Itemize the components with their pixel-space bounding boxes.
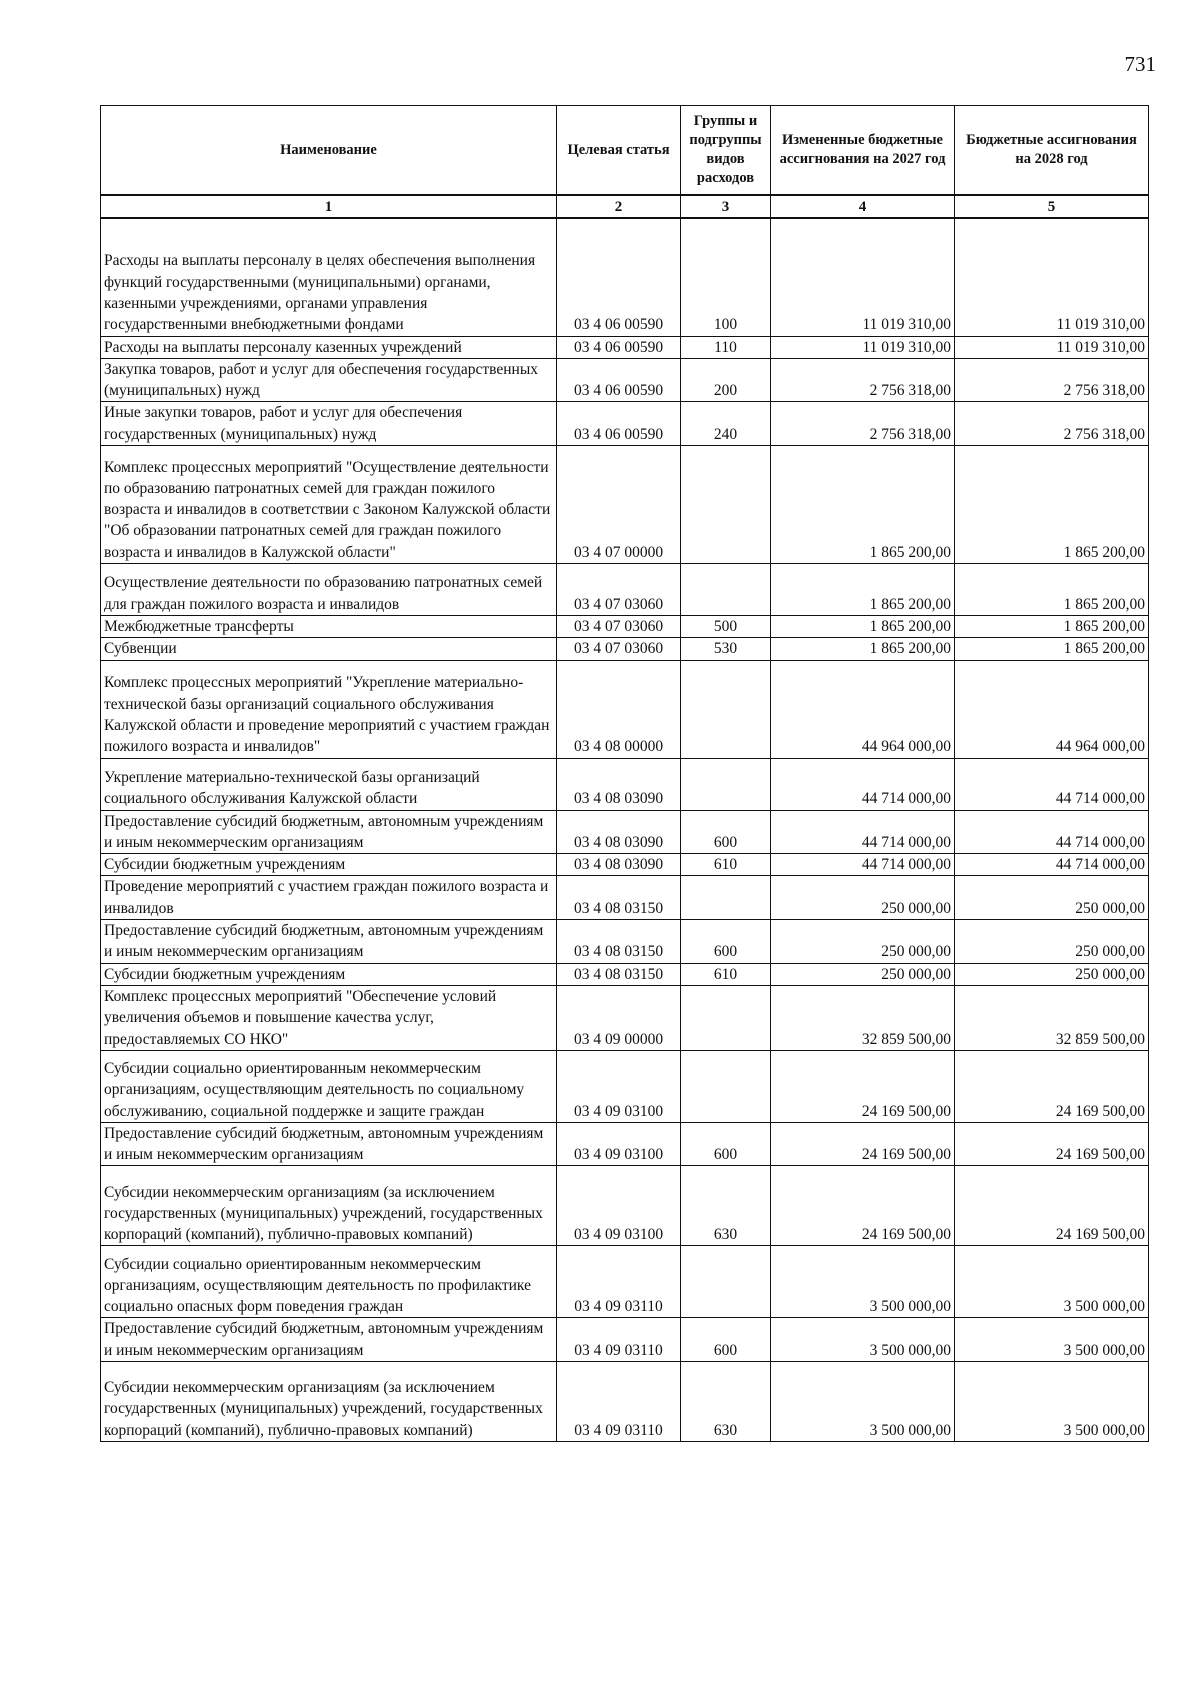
header-name: Наименование: [101, 106, 557, 196]
table-body: [101, 218, 1149, 1442]
row-amount-2028: 250 000,00: [955, 963, 1149, 985]
row-amount-2028: 250 000,00: [955, 876, 1149, 920]
table-row: [101, 1318, 1149, 1362]
row-name: Межбюджетные трансферты: [101, 615, 557, 637]
page-number: 731: [1124, 52, 1156, 76]
row-expense-group: 110: [681, 336, 771, 358]
row-amount-2028: 2 756 318,00: [955, 402, 1149, 446]
table-row: [101, 920, 1149, 964]
table-row: [101, 854, 1149, 876]
header-code: Целевая статья: [557, 106, 681, 196]
column-number: 2: [557, 195, 681, 218]
row-target-code: 03 4 09 03100: [557, 1166, 681, 1246]
row-amount-2027: 44 714 000,00: [771, 758, 955, 810]
table-row: [101, 876, 1149, 920]
header-amount-2028: Бюджетные ассигнования на 2028 год: [955, 106, 1149, 196]
row-amount-2027: 24 169 500,00: [771, 1122, 955, 1166]
table-row: [101, 638, 1149, 660]
row-amount-2027: 44 714 000,00: [771, 854, 955, 876]
row-expense-group: [681, 985, 771, 1050]
row-name: Комплекс процессных мероприятий "Укрепление материально-технической базы организаций социального обслуживания Калужской области и проведение мероприятий с участием граждан пожилого возраста и инвалидов": [101, 660, 557, 758]
table-row: [101, 985, 1149, 1050]
row-expense-group: 610: [681, 963, 771, 985]
header-row: [101, 106, 1149, 196]
row-amount-2027: 44 714 000,00: [771, 810, 955, 854]
row-name: Комплекс процессных мероприятий "Осуществление деятельности по образованию патронатных семей для граждан пожилого возраста и инвалидов в соответствии с Законом Калужской области "Об образовании патронатных семей для граждан пожилого возраста и инвалидов в Калужской области": [101, 445, 557, 563]
row-amount-2027: 1 865 200,00: [771, 445, 955, 563]
row-amount-2028: 11 019 310,00: [955, 336, 1149, 358]
row-amount-2027: 1 865 200,00: [771, 563, 955, 615]
row-name: Осуществление деятельности по образованию патронатных семей для граждан пожилого возраста и инвалидов: [101, 563, 557, 615]
table-row: [101, 218, 1149, 336]
row-target-code: 03 4 08 03150: [557, 876, 681, 920]
row-amount-2027: 32 859 500,00: [771, 985, 955, 1050]
table-row: [101, 963, 1149, 985]
row-name: Субсидии социально ориентированным некоммерческим организациям, осуществляющим деятельность по социальному обслуживанию, социальной поддержке и защите граждан: [101, 1050, 557, 1122]
row-name: Субвенции: [101, 638, 557, 660]
row-amount-2028: 24 169 500,00: [955, 1166, 1149, 1246]
column-number: 1: [101, 195, 557, 218]
table-row: [101, 402, 1149, 446]
row-expense-group: [681, 660, 771, 758]
table-row: [101, 1166, 1149, 1246]
row-name: Проведение мероприятий с участием граждан пожилого возраста и инвалидов: [101, 876, 557, 920]
row-amount-2027: 11 019 310,00: [771, 336, 955, 358]
row-name: Предоставление субсидий бюджетным, автономным учреждениям и иным некоммерческим организациям: [101, 1122, 557, 1166]
row-target-code: 03 4 09 03110: [557, 1362, 681, 1442]
row-amount-2028: 24 169 500,00: [955, 1122, 1149, 1166]
row-target-code: 03 4 07 03060: [557, 563, 681, 615]
row-amount-2028: 1 865 200,00: [955, 638, 1149, 660]
row-amount-2027: 2 756 318,00: [771, 358, 955, 402]
column-number: 4: [771, 195, 955, 218]
row-amount-2028: 3 500 000,00: [955, 1246, 1149, 1318]
table-row: [101, 810, 1149, 854]
row-expense-group: 630: [681, 1166, 771, 1246]
row-target-code: 03 4 08 03150: [557, 920, 681, 964]
row-target-code: 03 4 09 03100: [557, 1050, 681, 1122]
table-row: [101, 336, 1149, 358]
row-expense-group: 600: [681, 810, 771, 854]
row-target-code: 03 4 06 00590: [557, 402, 681, 446]
column-number: 3: [681, 195, 771, 218]
row-amount-2028: 1 865 200,00: [955, 615, 1149, 637]
header-group: Группы и подгруппы видов расходов: [681, 106, 771, 196]
row-name: Укрепление материально-технической базы организаций социального обслуживания Калужской области: [101, 758, 557, 810]
column-number: 5: [955, 195, 1149, 218]
row-amount-2027: 11 019 310,00: [771, 218, 955, 336]
row-amount-2027: 250 000,00: [771, 963, 955, 985]
row-expense-group: 100: [681, 218, 771, 336]
table-row: [101, 445, 1149, 563]
row-target-code: 03 4 07 03060: [557, 615, 681, 637]
row-amount-2027: 250 000,00: [771, 876, 955, 920]
row-expense-group: 600: [681, 1122, 771, 1166]
row-amount-2028: 32 859 500,00: [955, 985, 1149, 1050]
row-target-code: 03 4 07 03060: [557, 638, 681, 660]
row-expense-group: 200: [681, 358, 771, 402]
table-row: [101, 758, 1149, 810]
row-amount-2028: 3 500 000,00: [955, 1318, 1149, 1362]
row-name: Закупка товаров, работ и услуг для обеспечения государственных (муниципальных) нужд: [101, 358, 557, 402]
row-expense-group: [681, 1050, 771, 1122]
table-row: [101, 1362, 1149, 1442]
row-target-code: 03 4 07 00000: [557, 445, 681, 563]
table-row: [101, 563, 1149, 615]
row-name: Предоставление субсидий бюджетным, автономным учреждениям и иным некоммерческим организациям: [101, 1318, 557, 1362]
row-amount-2028: 44 714 000,00: [955, 854, 1149, 876]
row-amount-2027: 24 169 500,00: [771, 1166, 955, 1246]
row-name: Субсидии некоммерческим организациям (за исключением государственных (муниципальных) учреждений, государственных корпораций (компаний), публично-правовых компаний): [101, 1166, 557, 1246]
row-target-code: 03 4 06 00590: [557, 358, 681, 402]
row-target-code: 03 4 09 03110: [557, 1318, 681, 1362]
row-amount-2028: 44 714 000,00: [955, 758, 1149, 810]
row-target-code: 03 4 06 00590: [557, 336, 681, 358]
row-name: Расходы на выплаты персоналу в целях обеспечения выполнения функций государственными (муниципальными) органами, казенными учреждениями, органами управления государственными внебюджетными фондами: [101, 218, 557, 336]
row-amount-2027: 2 756 318,00: [771, 402, 955, 446]
row-target-code: 03 4 09 03100: [557, 1122, 681, 1166]
row-expense-group: 500: [681, 615, 771, 637]
row-amount-2028: 44 964 000,00: [955, 660, 1149, 758]
row-amount-2027: 3 500 000,00: [771, 1246, 955, 1318]
row-name: Субсидии некоммерческим организациям (за исключением государственных (муниципальных) учреждений, государственных корпораций (компаний), публично-правовых компаний): [101, 1362, 557, 1442]
row-target-code: 03 4 08 03090: [557, 758, 681, 810]
row-amount-2027: 3 500 000,00: [771, 1362, 955, 1442]
row-name: Иные закупки товаров, работ и услуг для обеспечения государственных (муниципальных) нужд: [101, 402, 557, 446]
row-expense-group: [681, 445, 771, 563]
row-amount-2027: 3 500 000,00: [771, 1318, 955, 1362]
row-name: Субсидии бюджетным учреждениям: [101, 963, 557, 985]
row-target-code: 03 4 09 03110: [557, 1246, 681, 1318]
row-expense-group: 240: [681, 402, 771, 446]
row-expense-group: 610: [681, 854, 771, 876]
column-number-row: [101, 195, 1149, 218]
row-expense-group: [681, 1246, 771, 1318]
row-target-code: 03 4 08 00000: [557, 660, 681, 758]
table-row: [101, 358, 1149, 402]
row-expense-group: 600: [681, 1318, 771, 1362]
row-amount-2027: 250 000,00: [771, 920, 955, 964]
table-row: [101, 1122, 1149, 1166]
row-amount-2028: 250 000,00: [955, 920, 1149, 964]
row-expense-group: [681, 563, 771, 615]
row-amount-2028: 1 865 200,00: [955, 445, 1149, 563]
row-amount-2028: 11 019 310,00: [955, 218, 1149, 336]
row-target-code: 03 4 08 03090: [557, 854, 681, 876]
table-row: [101, 1050, 1149, 1122]
table-row: [101, 660, 1149, 758]
budget-table: [100, 105, 1149, 1442]
row-name: Субсидии бюджетным учреждениям: [101, 854, 557, 876]
row-name: Расходы на выплаты персоналу казенных учреждений: [101, 336, 557, 358]
row-amount-2027: 44 964 000,00: [771, 660, 955, 758]
row-expense-group: [681, 758, 771, 810]
row-name: Субсидии социально ориентированным некоммерческим организациям, осуществляющим деятельность по профилактике социально опасных форм поведения граждан: [101, 1246, 557, 1318]
row-expense-group: 630: [681, 1362, 771, 1442]
row-amount-2028: 44 714 000,00: [955, 810, 1149, 854]
row-expense-group: 530: [681, 638, 771, 660]
row-amount-2028: 24 169 500,00: [955, 1050, 1149, 1122]
row-amount-2028: 1 865 200,00: [955, 563, 1149, 615]
table-row: [101, 615, 1149, 637]
row-target-code: 03 4 08 03090: [557, 810, 681, 854]
header-amount-2027: Измененные бюджетные ассигнования на 2027 год: [771, 106, 955, 196]
row-target-code: 03 4 08 03150: [557, 963, 681, 985]
row-name: Комплекс процессных мероприятий "Обеспечение условий увеличения объемов и повышение качества услуг, предоставляемых СО НКО": [101, 985, 557, 1050]
row-name: Предоставление субсидий бюджетным, автономным учреждениям и иным некоммерческим организациям: [101, 810, 557, 854]
row-target-code: 03 4 09 00000: [557, 985, 681, 1050]
row-target-code: 03 4 06 00590: [557, 218, 681, 336]
row-amount-2028: 2 756 318,00: [955, 358, 1149, 402]
row-amount-2027: 1 865 200,00: [771, 615, 955, 637]
row-expense-group: 600: [681, 920, 771, 964]
row-amount-2027: 1 865 200,00: [771, 638, 955, 660]
row-name: Предоставление субсидий бюджетным, автономным учреждениям и иным некоммерческим организациям: [101, 920, 557, 964]
row-amount-2027: 24 169 500,00: [771, 1050, 955, 1122]
table-row: [101, 1246, 1149, 1318]
row-amount-2028: 3 500 000,00: [955, 1362, 1149, 1442]
row-expense-group: [681, 876, 771, 920]
